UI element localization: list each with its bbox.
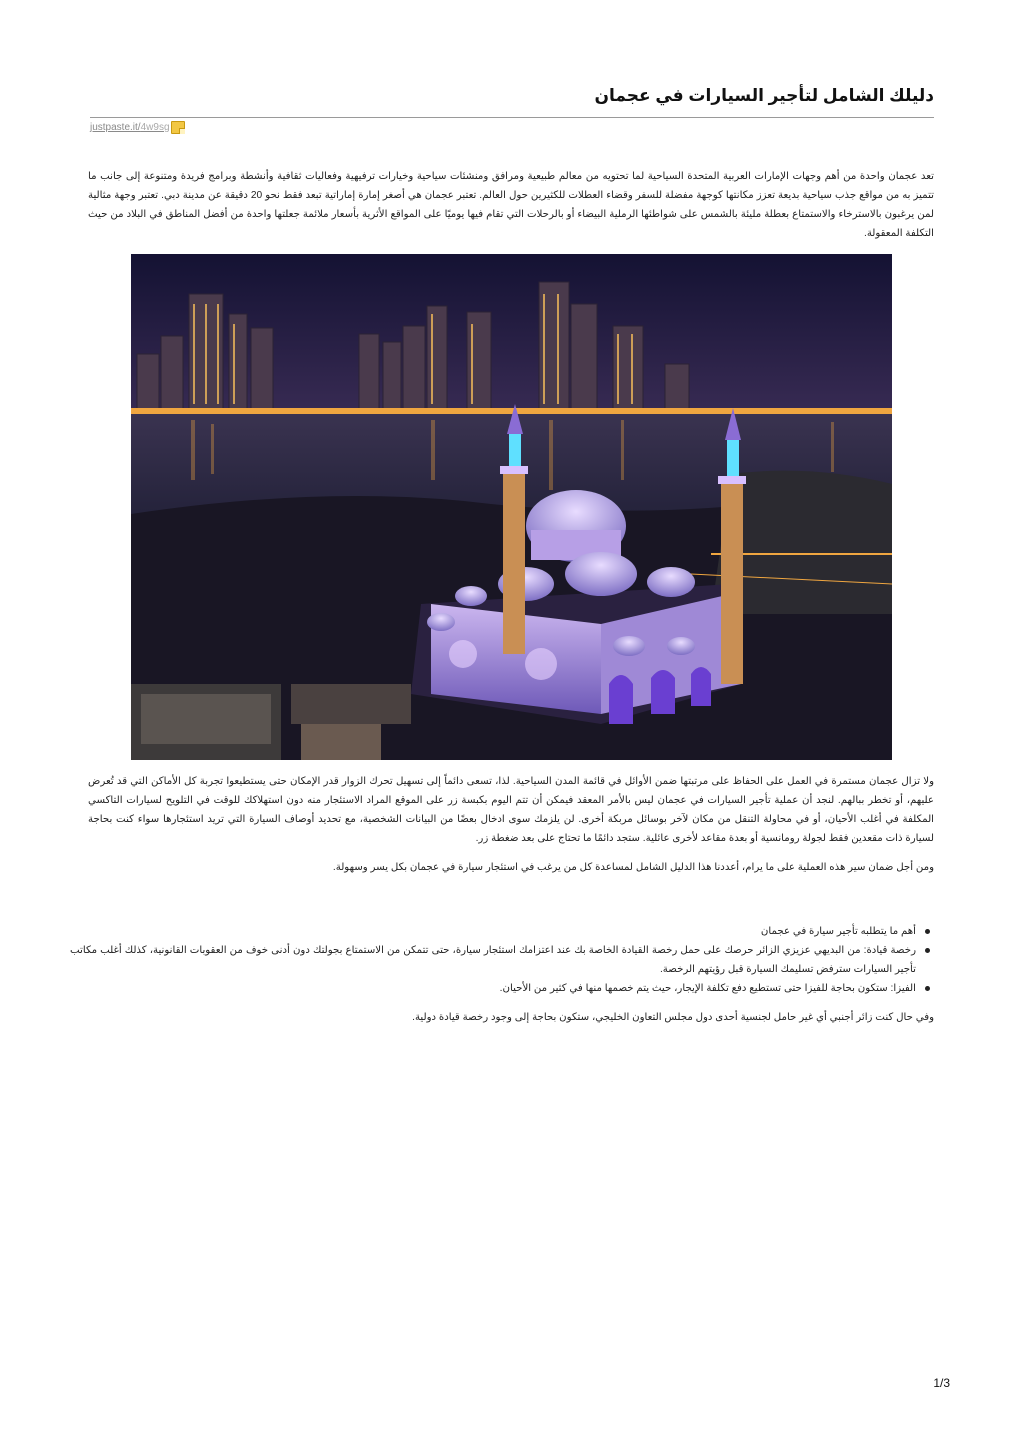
guide-paragraph: ومن أجل ضمان سير هذه العملية على ما يرام، أعددنا هذا الدليل الشامل لمساعدة كل من يرغب في استئجار سيارة في عجمان بكل يسر وسهولة. [332, 862, 934, 873]
requirements-list [70, 922, 934, 998]
source-link-slug: 4w9sg [140, 122, 170, 133]
intro-paragraph: تعد عجمان واحدة من أهم وجهات الإمارات العربية المتحدة السياحية لما تحتويه من معالم طبيعية ومرافق ومنشئات سياحية وخيارات ترفيهية وفعاليات ثقافية وأنشطة وبرامج فريدة ومتنوعة إلى جانب ما تتميز به من مواقع جذب سياحية بديعة تعزز مكانتها كوجهة مفضلة للسفر وقضاء العطلات للكثيرين حول العالم. تعتبر عجمان هي أصغر إمارة إماراتية تبعد فقط نحو 20 دقيقة عن مدينة دبي. تعتبر وجهة مثالية لمن يرغبون بالاسترخاء والاستمتاع بعطلة مليئة بالشمس على شواطئها الرملية البيضاء أو بالرحلات التي تقام فيها يوميًا على المواقع الأثرية بأسعار ملائمة جعلتها واحدة من أفضل المناطق في البلاد من حيث التكلفة المعقولة. [88, 171, 934, 239]
title-divider [90, 117, 934, 118]
closing-paragraph: وفي حال كنت زائر أجنبي أي غير حامل لجنسية أحدى دول مجلس التعاون الخليجي، ستكون بحاجة إلى وجود رخصة قيادة دولية. [412, 1012, 934, 1023]
mosque-night-photo [131, 254, 892, 760]
source-link[interactable]: justpaste.it/4w9sg [90, 122, 170, 133]
page-title: دليلك الشامل لتأجير السيارات في عجمان [594, 86, 934, 105]
source-link-row [90, 121, 185, 134]
sticky-note-icon [171, 121, 185, 134]
mosque-illustration [131, 254, 892, 760]
list-item: رخصة قيادة: من البديهي عزيزي الزائر حرصك على حمل رخصة القيادة الخاصة بك عند اعتزامك استئجار سيارة، حتى تتمكن من الاستمتاع بجولتك دون أدنى خوف من العقوبات القانونية، كذلك أغلب مكاتب تأجير السيارات سترفض تسليمك السيارة قبل رؤيتهم الرخصة. [70, 941, 916, 979]
body-paragraph: ولا تزال عجمان مستمرة في العمل على الحفاظ على مرتبتها ضمن الأوائل في قائمة المدن السياحية. لذا، تسعى دائماً إلى تسهيل تحرك الزوار قدر الإمكان حتى يستطيعوا تجربة كل الأماكن التي قد تُعرض عليهم، أو تخطر ببالهم. لنجد أن عملية تأجير السيارات في عجمان ليس بالأمر المعقد فيمكن أن تتم اليوم بكبسة زر على الموقع المراد الاستئجار منه دون استهلاكك للوقت في التلويح لسيارات التاكسي المكلفة في أغلب الأحيان، أو في محاولة التنقل من مكان لآخر بوسائل مربكة أخرى. لن يلزمك سوى ادخال بعضًا من البيانات الشخصية، مع تحديد أوصاف السيارة التي تريد استئجارها سواء كنت بحاجة لسيارة ذات مقعدين فقط لجولة رومانسية أو بعدة مقاعد لأخرى عائلية. ستجد دائمًا ما تحتاج على بعد ضغطة زر. [88, 776, 934, 844]
list-item: الفيزا: ستكون بحاجة للفيزا حتى تستطيع دفع تكلفة الإيجار، حيث يتم خصمها منها في كثير من الأحيان. [70, 979, 916, 998]
page-number: 1/3 [933, 1376, 950, 1390]
list-item: أهم ما يتطلبه تأجير سيارة في عجمان [70, 922, 916, 941]
